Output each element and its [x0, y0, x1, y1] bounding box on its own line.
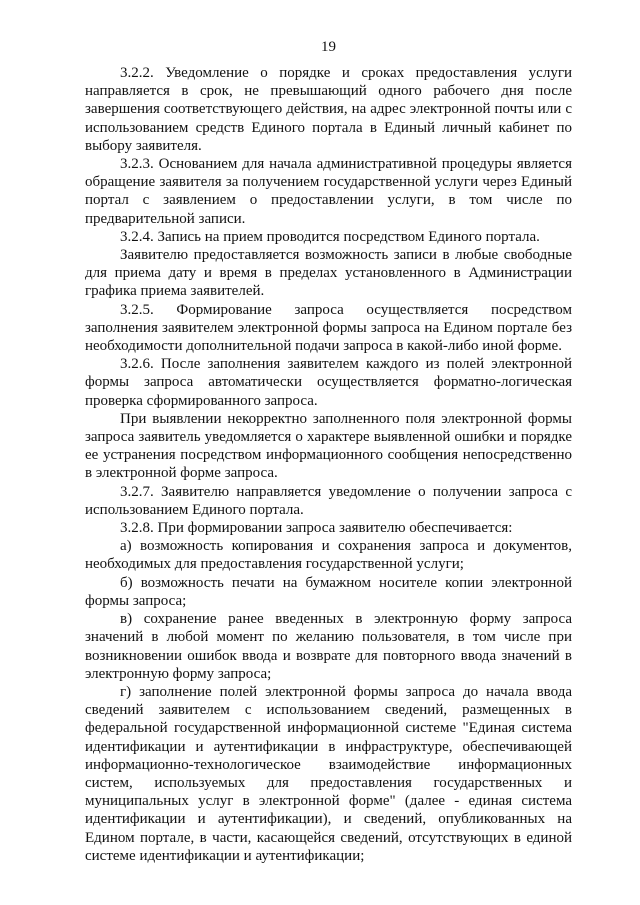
paragraph-3-2-8: 3.2.8. При формировании запроса заявителю обеспечивается: [120, 520, 513, 537]
list-item-g: г) заполнение полей электронной формы запроса до начала ввода сведений заявителем с использованием сведений, размещенных в федеральной государственной информационной системе "Единая система идентификации и аутентификации в инфраструктуре, обеспечивающей информационно-технологическое взаимодействие информационных систем, используемых для предоставления государственных и муниципальных услуг в электронной форме" (далее - единая система идентификации и аутентификации), и сведений, опубликованных на Едином портале, в части, касающейся сведений, отсутствующих в единой системе идентификации и аутентификации; [85, 683, 572, 864]
page-number: 19 [321, 39, 336, 55]
paragraph-3-2-6: 3.2.6. После заполнения заявителем каждого из полей электронной формы запроса автоматически осуществляется форматно-логическая проверка сформированного запроса. [85, 356, 572, 409]
paragraph-appointment-info: Заявителю предоставляется возможность записи в любые свободные для приема дату и время в пределах установленного в Администрации графика приема заявителей. [85, 247, 572, 300]
paragraph-3-2-7: 3.2.7. Заявителю направляется уведомление о получении запроса с использованием Единого портала. [85, 483, 572, 518]
list-item-b: б) возможность печати на бумажном носителе копии электронной формы запроса; [85, 574, 572, 609]
paragraph-error-notification: При выявлении некорректно заполненного поля электронной формы запроса заявитель уведомляется о характере выявленной ошибки и порядке ее устранения посредством информационного сообщения непосредственно в электронной форме запроса. [85, 410, 572, 482]
list-item-v: в) сохранение ранее введенных в электронную форму запроса значений в любой момент по желанию пользователя, в том числе при возникновении ошибок ввода и возврате для повторного ввода значений в электронную форму запроса; [85, 611, 572, 682]
paragraph-3-2-4: 3.2.4. Запись на прием проводится посредством Единого портала. [120, 228, 540, 245]
paragraph-3-2-3: 3.2.3. Основанием для начала административной процедуры является обращение заявителя за получением государственной услуги через Единый портал с заявлением о предоставлении услуги, в том числе по предварительной записи. [85, 156, 572, 227]
paragraph-3-2-5: 3.2.5. Формирование запроса осуществляется посредством заполнения заявителем электронной формы запроса на Едином портале без необходимости дополнительной подачи запроса в какой-либо иной форме. [85, 301, 572, 355]
list-item-a: а) возможность копирования и сохранения запроса и документов, необходимых для предоставления государственной услуги; [85, 538, 572, 573]
document-page [85, 38, 572, 865]
paragraph-3-2-2: 3.2.2. Уведомление о порядке и сроках предоставления услуги направляется в срок, не превышающий одного рабочего дня после завершения соответствующего действия, на адрес электронной почты или с использованием средств Единого портала в Единый личный кабинет по выбору заявителя. [85, 65, 572, 154]
